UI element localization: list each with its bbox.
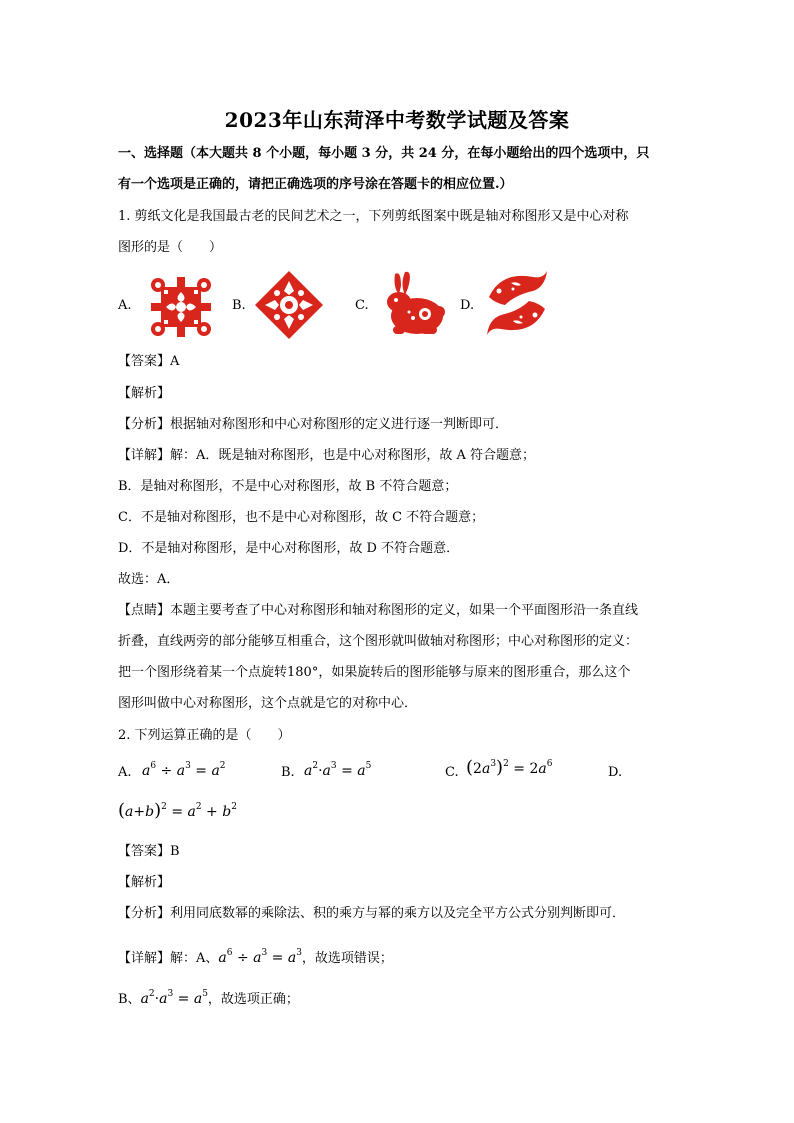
- q2-detail-b-suffix: ，故选项正确；: [207, 992, 299, 1007]
- q2-option-c-label: C.: [445, 765, 459, 780]
- q1-option-a-label: A.: [118, 298, 132, 313]
- q1-dianjing-4: 图形叫做中心对称图形，这个点就是它的对称中心．: [118, 696, 418, 711]
- q2-option-b-label: B.: [281, 765, 295, 780]
- papercut-d-fish-image: [481, 267, 553, 339]
- q1-dianjing-3: 把一个图形绕着某一个点旋转180°，如果旋转后的图形能够与原来的图形重合，那么这个: [118, 665, 631, 680]
- q1-dianjing-1: 【点睛】本题主要考查了中心对称图形和轴对称图形的定义，如果一个平面图形沿一条直线: [118, 603, 639, 618]
- q2-option-d-formula: $(a+b)^2 = a^2 + b^2$: [118, 800, 237, 821]
- q1-stem-line1: 1. 剪纸文化是我国最古老的民间艺术之一，下列剪纸图案中既是轴对称图形又是中心对称: [118, 209, 629, 224]
- q2-detail-b: [118, 984, 299, 1010]
- q1-answer: 【答案】A: [118, 354, 180, 369]
- papercut-a-image: [148, 275, 214, 339]
- q2-detail-b-formula: $a^2\cdot a^3 = a^5$: [140, 989, 208, 1007]
- q2-option-b-formula: $a^2\cdot a^3 = a^5$: [304, 761, 372, 779]
- q2-option-d-label: D.: [608, 765, 623, 780]
- section-instruction-line1: 一、选择题（本大题共 8 个小题，每小题 3 分，共 24 分，在每小题给出的四个选项中，只: [118, 146, 650, 161]
- q1-detail-3: C．不是轴对称图形，也不是中心对称图形，故 C 不符合题意；: [118, 510, 485, 525]
- q1-detail-1: 【详解】解：A．既是轴对称图形，也是中心对称图形，故 A 符合题意；: [118, 448, 536, 463]
- q2-stem: 2. 下列运算正确的是（ ）: [118, 728, 291, 743]
- q2-option-a-formula: $a^6 \div a^3 = a^2$: [142, 761, 226, 779]
- q1-fenxi: 【分析】根据轴对称图形和中心对称图形的定义进行逐一判断即可．: [118, 417, 509, 432]
- q1-analysis-heading: 【解析】: [118, 386, 171, 401]
- q2-detail-a: [118, 943, 393, 969]
- q1-option-c-label: C.: [355, 298, 369, 313]
- q1-option-b-label: B.: [232, 298, 246, 313]
- q1-stem-line2: 图形的是（ ）: [118, 240, 223, 255]
- q2-analysis-heading: 【解析】: [118, 875, 171, 890]
- q2-option-c-formula: $(2a^3)^2 = 2a^6$: [466, 757, 553, 778]
- papercut-c-rabbit-image: [375, 268, 447, 340]
- q2-detail-b-prefix: B、: [118, 992, 141, 1007]
- page-title: 2023年山东菏泽中考数学试题及答案: [224, 108, 570, 132]
- q2-detail-a-formula: $a^6 \div a^3 = a^3$: [218, 948, 302, 966]
- q1-detail-4: D．不是轴对称图形，是中心对称图形，故 D 不符合题意．: [118, 541, 460, 556]
- q2-answer: 【答案】B: [118, 844, 180, 859]
- q2-fenxi: 【分析】利用同底数幂的乘除法、积的乘方与幂的乘方以及完全平方公式分别判断即可．: [118, 906, 626, 921]
- papercut-b-image: [253, 269, 325, 341]
- q2-option-a-label: A.: [118, 765, 132, 780]
- q2-detail-a-suffix: ，故选项错误；: [301, 951, 393, 966]
- q1-option-d-label: D.: [460, 298, 475, 313]
- section-instruction-line2: 有一个选项是正确的，请把正确选项的序号涂在答题卡的相应位置.）: [118, 177, 513, 192]
- q1-choose: 故选：A．: [118, 572, 180, 587]
- q1-dianjing-2: 折叠，直线两旁的部分能够互相重合，这个图形就叫做轴对称图形；中心对称图形的定义：: [118, 634, 639, 649]
- q1-detail-2: B．是轴对称图形，不是中心对称图形，故 B 不符合题意；: [118, 479, 458, 494]
- q2-detail-prefix: 【详解】解：A、: [118, 951, 219, 966]
